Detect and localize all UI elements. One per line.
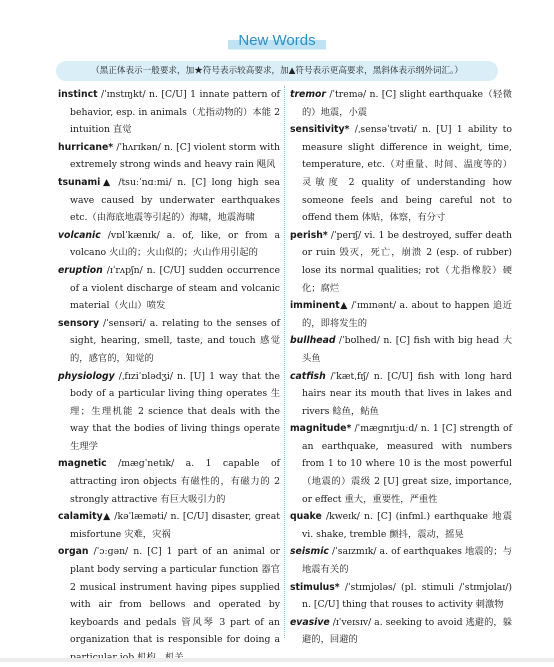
definition: /ɪˈveɪsɪv/ a. seeking to avoid 逃避的，躲避的，回避的 <box>302 616 512 646</box>
left-column <box>58 86 280 667</box>
headword: seismic <box>290 546 329 558</box>
definition: /ˌfɪziˈɒlədʒi/ n. [U] 1 way that the body of a particular living thing operates 生理；生理机能 2 science that deals with the way that the bodies of living things operate 生理学 <box>70 370 280 452</box>
vocab-entry <box>290 227 512 297</box>
definition: /ˈperɪʃ/ vi. 1 be destroyed, suffer death or ruin 毁灭，死亡，崩溃 2 (esp. of rubber) lose its normal qualities; rot（尤指橡胶）硬化；腐烂 <box>302 229 512 294</box>
definition: /ˌsensəˈtɪvəti/ n. [U] 1 ability to measure slight difference in weight, time, temperature, etc.（对重量、时间、温度等的）灵敏度 2 quality of understanding how someone feels and being careful not to offend them 体贴，体察，有分寸 <box>302 124 512 224</box>
definition: /ˈbʊlhed/ n. [C] fish with big head 大头鱼 <box>302 335 512 364</box>
definition: /ˈstɪmjʊləs/ (pl. stimuli /ˈstɪmjʊlaɪ/) n. [C/U] thing that rouses to activity 刺激物 <box>302 581 512 611</box>
definition: /ˈɔːgən/ n. [C] 1 part of an animal or plant body serving a particular function 器官 2 musical instrument having pipes supplied with air from bellows and operated by keyboards and pedals 管风琴 3 part of an organization that is responsible for doing a <box>70 546 280 646</box>
definition: /mægˈnetɪk/ a. 1 capable of attracting iron objects 有磁性的，有磁力的 2 strongly attractive 有巨大吸引力的 <box>70 458 280 505</box>
definition: /ˈɪnstɪŋkt/ n. [C/U] 1 innate pattern of behavior, esp. in animals（尤指动物的）本能 2 intuition 直觉 <box>70 89 280 136</box>
vocab-entry <box>58 262 280 315</box>
vocab-entry <box>58 368 280 456</box>
vocab-entry <box>290 579 512 614</box>
vocab-entry <box>58 315 280 368</box>
headword: quake <box>290 511 322 523</box>
headword: tremor <box>290 89 326 100</box>
vocab-entry <box>290 614 512 649</box>
title-area <box>0 30 554 51</box>
headword: calamity▲ <box>58 511 111 523</box>
definition: /kweɪk/ n. [C] (infml.) earthquake 地震 vi. shake, tremble 颤抖，震动，摇晃 <box>302 511 512 540</box>
definition: /ˈmægnɪtjuːd/ n. 1 [C] strength of an earthquake, measured with numbers from 1 to 10 where 10 is the most powerful（地震的）震级 2 [U] great size, importance, or effect 重大，重要性，严重性 <box>302 423 512 505</box>
headword: imminent▲ <box>290 300 348 312</box>
headword: eruption <box>58 264 103 276</box>
vocab-entry <box>58 543 280 666</box>
definition: /ɪˈrʌpʃn/ n. [C/U] sudden occurrence of a violent discharge of steam and volcanic material（火山）喷发 <box>70 264 280 312</box>
definition: /tsuːˈnɑːmi/ n. [C] long high sea wave caused by underwater earthquakes etc.（由海底地震等引起的）海啸，地震海啸 <box>70 176 281 224</box>
column-divider <box>284 86 285 638</box>
definition: /ˈhʌrɪkən/ n. [C] violent storm with extremely strong winds and heavy rain 飓风 <box>70 141 280 171</box>
vocab-entry <box>290 543 512 578</box>
page-title: New Words <box>228 31 325 51</box>
page-bottom-edge <box>0 658 554 662</box>
vocab-entry <box>58 86 280 139</box>
vocab-entry <box>290 332 512 367</box>
headword: perish* <box>290 229 328 241</box>
definition: /ˈkætˌfɪʃ/ n. [C/U] fish with long hard hairs near its mouth that lives in lakes and rivers 鲶鱼，鲇鱼 <box>302 370 512 417</box>
vocab-entry <box>290 368 512 421</box>
vocab-entry <box>290 420 512 508</box>
vocab-entry <box>58 227 280 262</box>
vocab-entry <box>58 139 280 174</box>
headword: organ <box>58 546 89 558</box>
vocab-entry <box>290 297 512 332</box>
right-column <box>290 86 512 649</box>
vocab-entry <box>58 455 280 508</box>
headword: hurricane* <box>58 141 114 153</box>
headword: evasive <box>290 616 330 628</box>
headword: stimulus* <box>290 581 340 593</box>
definition: /ˈɪmɪnənt/ a. about to happen 追近的，即将发生的 <box>302 300 512 329</box>
vocab-entry <box>58 174 280 227</box>
definition: /ˈsensəri/ a. relating to the senses of sight, hearing, smell, taste, and touch 感觉的，感官的，知觉的 <box>70 317 280 364</box>
headword: physiology <box>58 370 115 382</box>
headword: magnitude* <box>290 423 352 435</box>
headword: magnetic <box>58 458 107 470</box>
headword: volcanic <box>58 229 101 241</box>
headword: sensitivity* <box>290 124 350 136</box>
definition: /ˈtremə/ n. [C] slight earthquake（轻微的）地震，小震 <box>302 89 512 118</box>
vocab-entry <box>290 121 512 227</box>
vocab-entry <box>290 86 512 121</box>
headword: bullhead <box>290 335 336 347</box>
vocab-entry <box>58 508 280 543</box>
vocab-entry <box>290 508 512 543</box>
definition: /kəˈlæməti/ n. [C/U] disaster, great misfortune 灾难，灾祸 <box>70 511 280 540</box>
headword: catfish <box>290 370 326 382</box>
headword: sensory <box>58 317 100 329</box>
instruction-note: （黑正体表示一般要求，加★符号表示较高要求，加▲符号表示更高要求，黑斜体表示纲外词汇。） <box>56 61 498 81</box>
headword: tsunami▲ <box>58 176 113 188</box>
definition: /ˈsaɪzmɪk/ a. of earthquakes 地震的；与地震有关的 <box>302 546 512 576</box>
headword: instinct <box>58 89 98 100</box>
definition: /vɒlˈkænɪk/ a. of, like, or from a volcano 火山的；火山似的；火山作用引起的 <box>70 229 280 259</box>
